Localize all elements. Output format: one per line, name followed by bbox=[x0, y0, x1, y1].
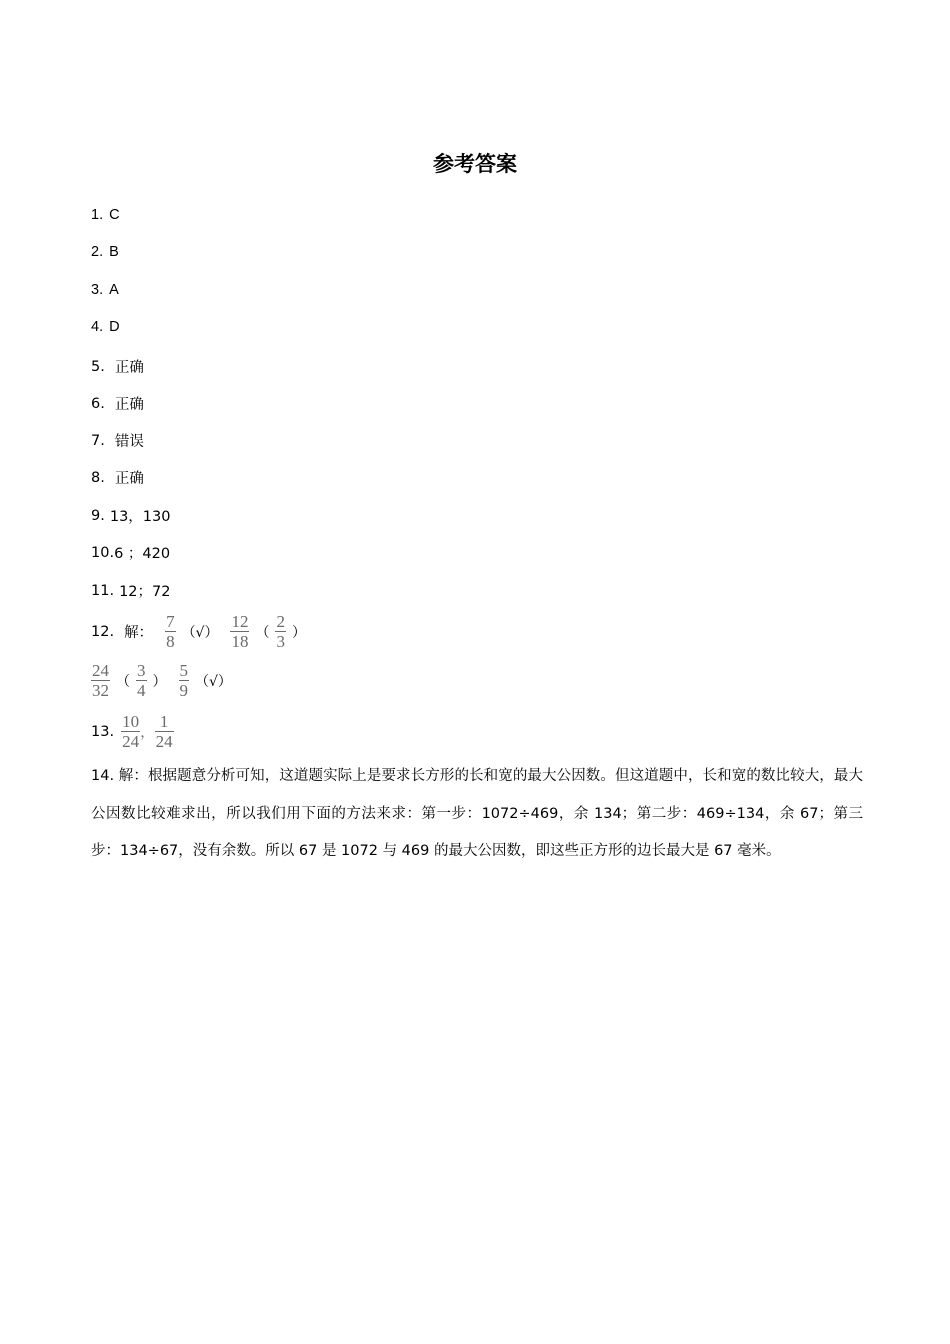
check-mark: （√） bbox=[181, 624, 219, 641]
answer-11 bbox=[91, 580, 170, 601]
check-mark: （√） bbox=[195, 673, 232, 690]
answer-12-row-1 bbox=[91, 613, 308, 650]
denominator: 32 bbox=[92, 681, 109, 700]
answer-text: 12；72 bbox=[119, 584, 171, 600]
answer-prefix: 解： bbox=[124, 625, 154, 641]
answer-text: 正确 bbox=[114, 397, 144, 413]
answer-number: 13. bbox=[91, 723, 115, 740]
numerator: 5 bbox=[179, 661, 188, 680]
answer-3 bbox=[91, 282, 119, 298]
answer-4 bbox=[91, 319, 120, 335]
fraction bbox=[121, 713, 140, 750]
answer-text: 13，130 bbox=[109, 509, 171, 525]
answer-text: 6 ；420 bbox=[114, 546, 171, 562]
denominator: 8 bbox=[166, 632, 175, 651]
numerator: 2 bbox=[276, 612, 285, 631]
open-paren: （ bbox=[255, 624, 270, 641]
answer-number: 5. bbox=[91, 358, 105, 375]
page-title: 参考答案 bbox=[433, 152, 517, 176]
fraction bbox=[275, 613, 286, 650]
answer-13 bbox=[91, 713, 178, 750]
answer-text: 错误 bbox=[114, 434, 144, 450]
answer-text: C bbox=[109, 207, 120, 223]
answer-number: 11. bbox=[91, 582, 115, 599]
answer-text: B bbox=[109, 244, 119, 260]
answer-number: 9. bbox=[91, 507, 105, 524]
answer-number: 1. bbox=[91, 207, 104, 223]
denominator: 24 bbox=[155, 732, 173, 751]
close-paren: ） bbox=[152, 673, 167, 690]
answer-12-row-2 bbox=[91, 662, 234, 699]
answer-text: 正确 bbox=[114, 471, 144, 487]
answer-1 bbox=[91, 207, 120, 223]
answer-8 bbox=[91, 467, 144, 488]
numerator: 3 bbox=[137, 661, 146, 680]
answer-14: 14. 解：根据题意分析可知，这道题实际上是要求长方形的长和宽的最大公因数。但这道题中，长和宽的数比较大，最大公因数比较难求出，所以我们用下面的方法来求：第一步：1072÷469，余 134；第二步：469÷134，余 67；第三步：134÷67，没有余数。所以 67 是 1072 与 469 的最大公因数，即这些正方形的边长最大是 67 毫米。 bbox=[91, 768, 863, 859]
answer-text: D bbox=[109, 319, 120, 335]
answer-5 bbox=[91, 356, 144, 377]
fraction bbox=[179, 662, 190, 699]
denominator: 9 bbox=[179, 681, 188, 700]
denominator: 18 bbox=[231, 632, 249, 651]
denominator: 24 bbox=[122, 732, 140, 751]
denominator: 3 bbox=[276, 632, 285, 651]
fraction bbox=[136, 662, 147, 699]
numerator: 7 bbox=[166, 612, 175, 631]
numerator: 1 bbox=[159, 712, 169, 731]
fraction bbox=[230, 613, 249, 650]
answer-text: A bbox=[109, 282, 119, 298]
separator: ， bbox=[140, 725, 155, 741]
answer-number: 2. bbox=[91, 244, 104, 260]
answer-number: 7. bbox=[91, 432, 105, 449]
denominator: 4 bbox=[137, 681, 146, 700]
answer-number: 4. bbox=[91, 319, 104, 335]
numerator: 10 bbox=[122, 712, 140, 731]
answer-2 bbox=[91, 244, 119, 260]
answer-10 bbox=[91, 542, 170, 563]
fraction bbox=[165, 613, 176, 650]
answer-number: 8. bbox=[91, 469, 105, 486]
close-paren: ） bbox=[291, 624, 306, 641]
answer-7 bbox=[91, 430, 144, 451]
answer-number: 10. bbox=[91, 544, 115, 561]
answer-6 bbox=[91, 393, 144, 414]
answer-number: 12. bbox=[91, 623, 115, 640]
fraction bbox=[91, 662, 110, 699]
answer-number: 3. bbox=[91, 282, 104, 298]
answer-number: 6. bbox=[91, 395, 105, 412]
fraction bbox=[155, 713, 174, 750]
answer-9 bbox=[91, 505, 170, 526]
open-paren: （ bbox=[116, 673, 130, 690]
numerator: 24 bbox=[92, 661, 109, 680]
answer-text: 正确 bbox=[114, 360, 144, 376]
numerator: 12 bbox=[231, 612, 249, 631]
